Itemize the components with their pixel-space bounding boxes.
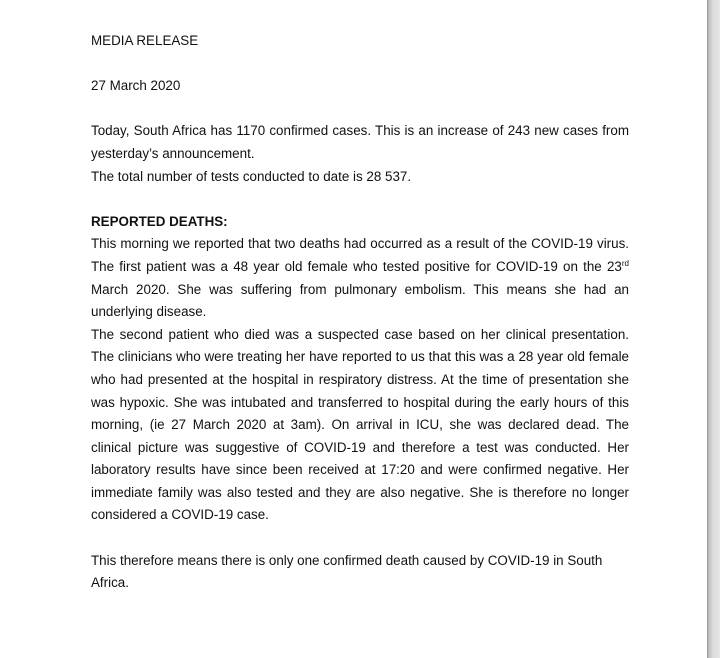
page-edge-shadow bbox=[708, 0, 720, 658]
ordinal-suffix: rd bbox=[621, 258, 629, 268]
spacer bbox=[91, 188, 629, 211]
first-death-text-tail: March 2020. She was suffering from pulmonary embolism. This means she had an underlying disease. bbox=[91, 281, 629, 320]
spacer bbox=[91, 527, 629, 550]
first-death-paragraph bbox=[91, 233, 629, 323]
release-title: MEDIA RELEASE bbox=[91, 33, 199, 48]
document-body bbox=[91, 30, 629, 595]
conclusion-paragraph: This therefore means there is only one confirmed death caused by COVID-19 in South Africa. bbox=[91, 552, 603, 591]
tests-paragraph: The total number of tests conducted to date is 28 537. bbox=[91, 168, 412, 184]
second-death-paragraph: The second patient who died was a suspected case based on her clinical presentation. The clinicians who were treating her have reported to us that this was a 28 year old female who had presented at the hospital in respiratory distress. At the time of presentation she was hypoxic. She was intubated and transferred to hospital during the early hours of this morning, (ie 27 March 2020 at 3am). On arrival in ICU, she was declared dead. The clinical picture was suggestive of COVID-19 and therefore a test was conducted. Her laboratory results have since been received at 17:20 and were confirmed negative. Her immediate family was also tested and they are also negative. She is therefore no longer considered a COVID-19 case. bbox=[91, 326, 629, 523]
deaths-heading: REPORTED DEATHS: bbox=[91, 213, 228, 229]
spacer bbox=[91, 53, 629, 76]
spacer bbox=[91, 98, 629, 121]
release-date: 27 March 2020 bbox=[91, 78, 181, 94]
first-death-text: This morning we reported that two deaths had occurred as a result of the COVID-19 virus. The first patient was a 48 year old female who tested positive for COVID-19 on the 23 bbox=[91, 236, 629, 274]
cases-paragraph: Today, South Africa has 1170 confirmed cases. This is an increase of 243 new cases from yesterday’s announcement. bbox=[91, 123, 629, 161]
